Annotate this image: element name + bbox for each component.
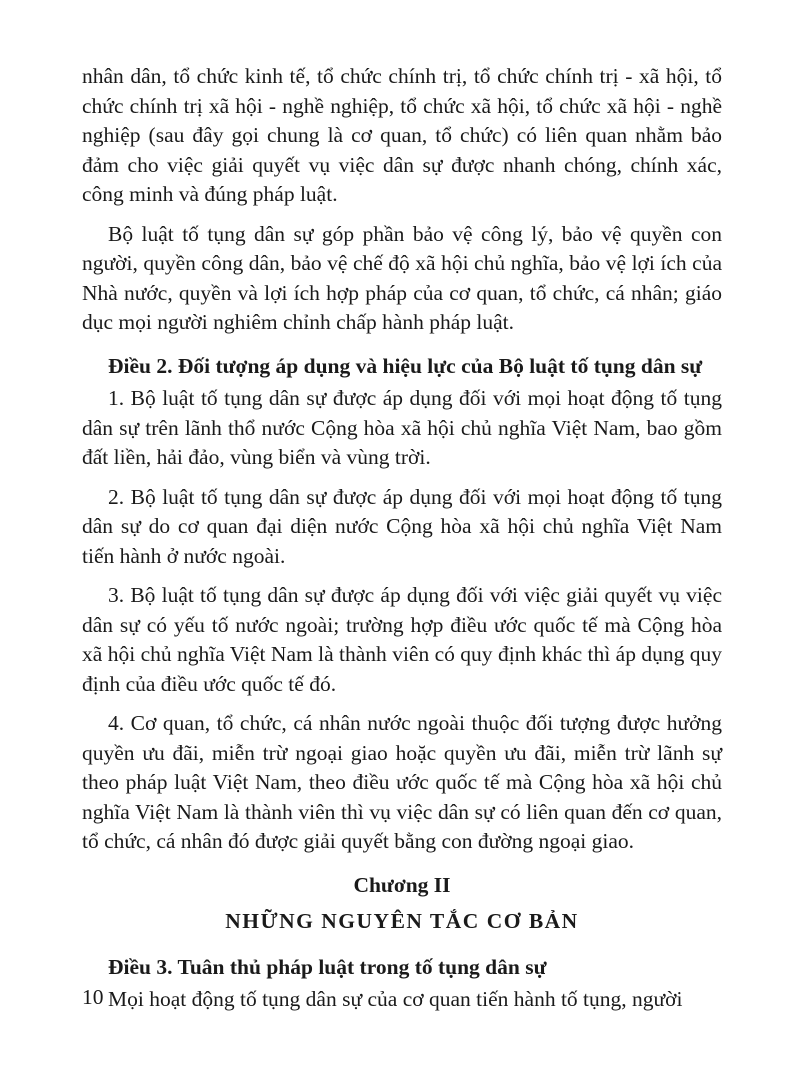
article-2-clause-3: 3. Bộ luật tố tụng dân sự được áp dụng đối với việc giải quyết vụ việc dân sự có yếu tố nước ngoài; trường hợp điều ước quốc tế mà Cộng hòa xã hội chủ nghĩa Việt Nam là thành viên có quy định khác thì áp dụng quy định của điều ước quốc tế đó. xyxy=(82,583,722,696)
page-number: 10 xyxy=(82,985,104,1009)
article-3-heading: Điều 3. Tuân thủ pháp luật trong tố tụng dân sự xyxy=(108,954,547,979)
chapter-title: NHỮNG NGUYÊN TẮC CƠ BẢN xyxy=(225,908,579,933)
paragraph-purpose: Bộ luật tố tụng dân sự góp phần bảo vệ công lý, bảo vệ quyền con người, quyền công dân, bảo vệ chế độ xã hội chủ nghĩa, bảo vệ lợi ích của Nhà nước, quyền và lợi ích hợp pháp của cơ quan, tổ chức, cá nhân; giáo dục mọi người nghiêm chỉnh chấp hành pháp luật. xyxy=(82,221,722,334)
article-2-clause-4: 4. Cơ quan, tổ chức, cá nhân nước ngoài thuộc đối tượng được hưởng quyền ưu đãi, miễn trừ ngoại giao hoặc quyền ưu đãi, miễn trừ lãnh sự theo pháp luật Việt Nam, theo điều ước quốc tế mà Cộng hòa xã hội chủ nghĩa Việt Nam là thành viên thì vụ việc dân sự có liên quan đến cơ quan, tổ chức, cá nhân đó được giải quyết bằng con đường ngoại giao. xyxy=(82,711,722,853)
article-2-clause-1: 1. Bộ luật tố tụng dân sự được áp dụng đối với mọi hoạt động tố tụng dân sự trên lãnh thổ nước Cộng hòa xã hội chủ nghĩa Việt Nam, bao gồm đất liền, hải đảo, vùng biển và vùng trời. xyxy=(82,386,722,469)
article-2-clause-2: 2. Bộ luật tố tụng dân sự được áp dụng đối với mọi hoạt động tố tụng dân sự do cơ quan đại diện nước Cộng hòa xã hội chủ nghĩa Việt Nam tiến hành ở nước ngoài. xyxy=(82,484,722,568)
chapter-number: Chương II xyxy=(353,872,451,897)
page-content xyxy=(82,62,722,1025)
paragraph-continuation: nhân dân, tổ chức kinh tế, tổ chức chính trị, tổ chức chính trị - xã hội, tổ chức chính trị xã hội - nghề nghiệp, tổ chức xã hội, tổ chức xã hội - nghề nghiệp (sau đây gọi chung là cơ quan, tổ chức) có liên quan nhằm bảo đảm cho việc giải quyết vụ việc dân sự được nhanh chóng, chính xác, công minh và đúng pháp luật. xyxy=(82,64,722,206)
article-3-text: Mọi hoạt động tố tụng dân sự của cơ quan tiến hành tố tụng, người xyxy=(108,987,683,1011)
article-2-heading: Điều 2. Đối tượng áp dụng và hiệu lực của Bộ luật tố tụng dân sự xyxy=(108,353,703,378)
